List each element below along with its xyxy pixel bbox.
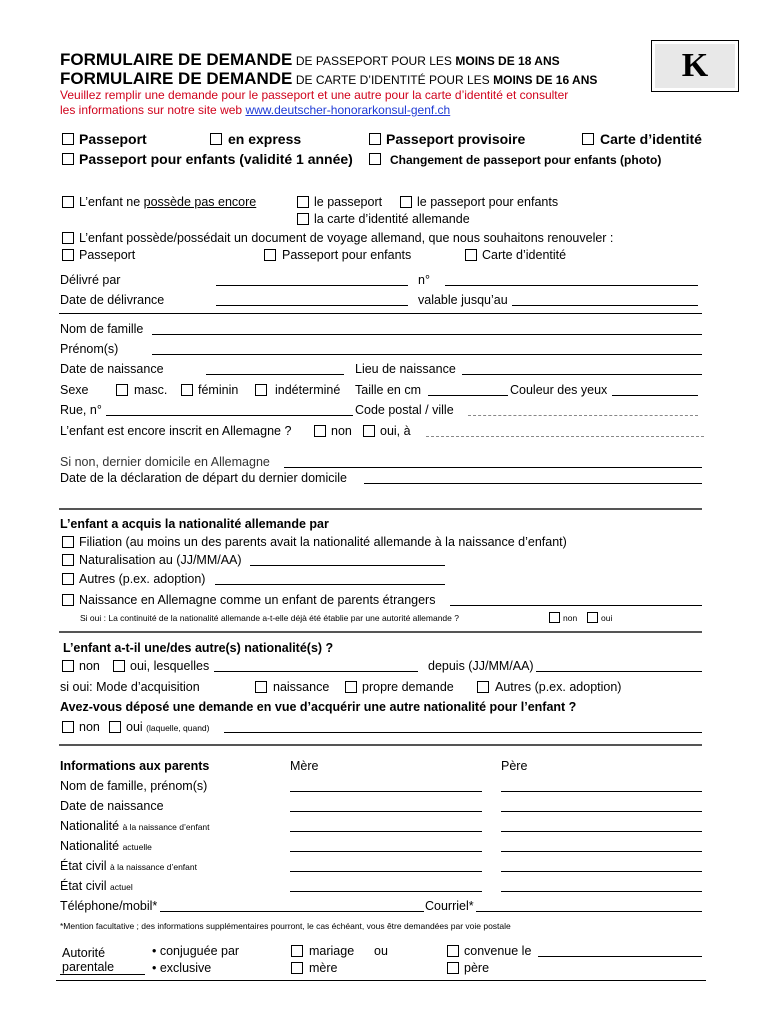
label-text: Nationalité [60,839,120,853]
field-mere-nat-actuelle[interactable] [290,851,482,852]
label-exclusive: • exclusive [152,961,212,975]
label-nat-naissance [60,819,210,833]
label-exclusive-mere: mère [309,961,338,975]
label-note: actuel [110,882,133,892]
label-carte: Carte d’identité [600,131,702,147]
section-divider [59,744,702,746]
field-pere-nat-naissance[interactable] [501,831,702,832]
field-lieu-naissance[interactable] [462,374,702,375]
field-telephone[interactable] [160,911,424,912]
field-delivre-par[interactable] [216,285,408,286]
field-yeux[interactable] [612,395,698,396]
field-mere-nom[interactable] [290,791,482,792]
label-sexe: Sexe [60,383,89,397]
label-note: à la naissance d’enfant [110,862,197,872]
label-naissance-allemagne: Naissance en Allemagne comme un enfant de parents étrangers [79,593,436,607]
field-mere-etat-actuel[interactable] [290,891,482,892]
label-nom-prenom: Nom de famille, prénom(s) [60,779,208,793]
title-text-bold: MOINS DE 16 ANS [493,73,598,87]
label-note: actuelle [122,842,152,852]
form-letter-box [651,40,739,92]
label-inscrit-non: non [331,424,352,438]
checkbox-autre-oui[interactable] [113,660,125,672]
checkbox-naissance-allemagne[interactable] [62,594,74,606]
label-r-enfants: Passeport pour enfants [282,248,412,262]
label-filiation: Filiation (au moins un des parents avait la nationalité allemande à la naissance d’enfant) [79,535,567,549]
checkbox-express[interactable] [210,133,222,145]
label-autre-oui: oui, lesquelles [130,659,210,673]
checkbox-provisoire[interactable] [369,133,381,145]
label-nom: Nom de famille [60,322,144,336]
mention-facultative: *Mention facultative ; des informations supplémentaires pourront, le cas échéant, vous être demandées par voie postale [60,921,511,931]
field-date-naissance[interactable] [206,374,344,375]
field-taille[interactable] [428,395,508,396]
notice-text: les informations sur notre site web [60,103,243,117]
checkbox-carte-allemande[interactable] [297,213,309,225]
label-code-postal: Code postal / ville [355,403,454,417]
label-provisoire: Passeport provisoire [386,131,526,147]
label-r-passeport: Passeport [79,248,136,262]
label-express: en express [228,131,302,147]
label-conjuguee: • conjuguée par [152,944,240,958]
section-divider [59,631,702,633]
checkbox-mode-propre[interactable] [345,681,357,693]
field-dernier-domicile[interactable] [284,467,702,468]
bottom-rule [56,980,706,981]
label-text: oui [126,720,143,734]
field-convenue[interactable] [538,956,702,957]
checkbox-naturalisation[interactable] [62,554,74,566]
checkbox-indetermine[interactable] [255,384,267,396]
field-numero[interactable] [445,285,698,286]
field-code-postal[interactable] [468,415,698,416]
title-text: DE CARTE D’IDENTITÉ POUR LES [295,73,490,87]
checkbox-exclusive-mere[interactable] [291,962,303,974]
column-mere: Mère [290,759,319,773]
label-date-declaration: Date de la déclaration de départ du dernier domicile [60,471,347,485]
checkbox-possede-document[interactable] [62,232,74,244]
label-mode-propre: propre demande [362,680,454,694]
checkbox-mode-naissance[interactable] [255,681,267,693]
field-date-declaration[interactable] [364,483,702,484]
label-parent-date-naissance: Date de naissance [60,799,164,813]
checkbox-r-enfants[interactable] [264,249,276,261]
field-naturalisation[interactable] [250,565,445,566]
label-telephone: Téléphone/mobil* [60,899,158,913]
field-pere-nom[interactable] [501,791,702,792]
field-demande[interactable] [224,732,702,733]
label-autre-non: non [79,659,100,673]
label-mode-naissance: naissance [273,680,330,694]
field-depuis[interactable] [536,671,702,672]
label-depuis: depuis (JJ/MM/AA) [428,659,534,673]
field-nom[interactable] [152,334,702,335]
heading-autre-nationalite: L’enfant a-t-il une/des autre(s) nationalité(s) ? [63,641,334,655]
section-divider [59,508,702,510]
label-passeport-pour-enfants: le passeport pour enfants [417,195,559,209]
label-etat-actuel [60,879,133,893]
label-indetermine: indéterminé [275,383,341,397]
label-date-delivrance: Date de délivrance [60,293,165,307]
title-line-1 [60,50,560,70]
checkbox-r-passeport[interactable] [62,249,74,261]
notice-line-2 [60,103,450,117]
label-possede-document: L’enfant possède/possédait un document de voyage allemand, que nous souhaitons renouveler : [79,231,614,245]
checkbox-r-carte[interactable] [465,249,477,261]
label-numero: n° [418,273,430,287]
checkbox-passeport-pour-enfants[interactable] [400,196,412,208]
form-letter: K [655,44,735,88]
checkbox-exclusive-pere[interactable] [447,962,459,974]
field-prenom[interactable] [152,354,702,355]
checkbox-le-passeport[interactable] [297,196,309,208]
heading-nationalite: L’enfant a acquis la nationalité allemande par [60,517,329,531]
label-etat-naissance [60,859,197,873]
label-masc: masc. [134,383,168,397]
label-valable: valable jusqu’au [418,293,508,307]
label-pas-encore [79,195,256,209]
label-text: Nationalité [60,819,120,833]
heading-demande: Avez-vous déposé une demande en vue d’acquérir une autre nationalité pour l’enfant ? [60,700,577,714]
checkbox-masc[interactable] [116,384,128,396]
field-naissance-allemagne[interactable] [450,605,702,606]
checkbox-passeport[interactable] [62,133,74,145]
checkbox-carte[interactable] [582,133,594,145]
label-text: L’enfant ne [79,195,141,209]
checkbox-changement[interactable] [369,153,381,165]
label-mode: si oui: Mode d’acquisition [60,680,200,694]
checkbox-autre-non[interactable] [62,660,74,672]
checkbox-pas-encore[interactable] [62,196,74,208]
label-mariage: mariage [309,944,355,958]
label-mode-autres: Autres (p.ex. adoption) [495,680,622,694]
label-text-underlined: possède pas encore [143,195,257,209]
autorite-underline [60,974,145,975]
label-text: État civil [60,859,107,873]
label-courriel: Courriel* [425,899,474,913]
label-demande-non: non [79,720,100,734]
title-text: DE PASSEPORT POUR LES [295,54,452,68]
field-rue[interactable] [106,415,353,416]
label-delivre-par: Délivré par [60,273,121,287]
field-pere-etat-naissance[interactable] [501,871,702,872]
field-mere-nat-naissance[interactable] [290,831,482,832]
label-ou: ou [374,944,388,958]
title-line-2 [60,69,597,89]
label-dernier-domicile: Si non, dernier domicile en Allemagne [60,455,270,469]
label-demande-oui [126,720,210,734]
label-note: à la naissance d’enfant [122,822,210,832]
checkbox-demande-oui[interactable] [109,721,121,733]
label-convenue: convenue le [464,944,532,958]
title-text-bold: MOINS DE 18 ANS [455,54,560,68]
label-rue: Rue, n° [60,403,102,417]
label-autorite-2: parentale [62,960,115,974]
checkbox-continuite-oui[interactable] [587,612,598,623]
label-nat-actuelle [60,839,152,853]
label-lieu-naissance: Lieu de naissance [355,362,456,376]
label-passeport: Passeport [79,131,147,147]
label-yeux: Couleur des yeux [510,383,608,397]
label-changement: Changement de passeport pour enfants (photo) [390,153,662,167]
section-divider [59,313,702,314]
label-inscrit: L’enfant est encore inscrit en Allemagne ? [60,424,292,438]
field-autres[interactable] [215,584,445,585]
field-lesquelles[interactable] [214,671,418,672]
label-r-carte: Carte d’identité [482,248,567,262]
label-autorite-1: Autorité [62,946,106,960]
checkbox-feminin[interactable] [181,384,193,396]
label-exclusive-pere: père [464,961,490,975]
field-pere-etat-actuel[interactable] [501,891,702,892]
label-feminin: féminin [198,383,239,397]
field-pere-date[interactable] [501,811,702,812]
field-mere-etat-naissance[interactable] [290,871,482,872]
checkbox-convenue[interactable] [447,945,459,957]
label-naturalisation: Naturalisation au (JJ/MM/AA) [79,553,242,567]
label-passeport-enfants: Passeport pour enfants (validité 1 année) [79,151,353,167]
field-inscrit-lieu[interactable] [426,436,704,437]
heading-parents: Informations aux parents [60,759,210,773]
checkbox-mariage[interactable] [291,945,303,957]
label-date-naissance: Date de naissance [60,362,164,376]
label-continuite-non: non [563,613,578,623]
label-continuite-oui: oui [601,613,613,623]
checkbox-continuite-non[interactable] [549,612,560,623]
label-autres: Autres (p.ex. adoption) [79,572,206,586]
checkbox-mode-autres[interactable] [477,681,489,693]
checkbox-autres[interactable] [62,573,74,585]
label-carte-allemande: la carte d’identité allemande [314,212,470,226]
checkbox-inscrit-non[interactable] [314,425,326,437]
website-link[interactable]: www.deutscher-honorarkonsul-genf.ch [245,103,451,117]
label-note: (laquelle, quand) [146,723,210,733]
checkbox-inscrit-oui[interactable] [363,425,375,437]
field-pere-nat-actuelle[interactable] [501,851,702,852]
column-pere: Père [501,759,528,773]
checkbox-demande-non[interactable] [62,721,74,733]
label-prenom: Prénom(s) [60,342,119,356]
checkbox-filiation[interactable] [62,536,74,548]
label-inscrit-oui: oui, à [380,424,411,438]
field-mere-date[interactable] [290,811,482,812]
field-courriel[interactable] [476,911,702,912]
notice-line-1: Veuillez remplir une demande pour le passeport et une autre pour la carte d’identité et consulter [60,88,569,102]
label-continuite: Si oui : La continuité de la nationalité allemande a-t-elle déjà été établie par une autorité allemande ? [80,613,459,623]
label-taille: Taille en cm [355,383,421,397]
field-valable[interactable] [512,305,698,306]
label-le-passeport: le passeport [314,195,383,209]
title-bold: FORMULAIRE DE DEMANDE [60,50,293,69]
field-date-delivrance[interactable] [216,305,408,306]
title-bold: FORMULAIRE DE DEMANDE [60,69,293,88]
label-text: État civil [60,879,107,893]
checkbox-passeport-enfants[interactable] [62,153,74,165]
